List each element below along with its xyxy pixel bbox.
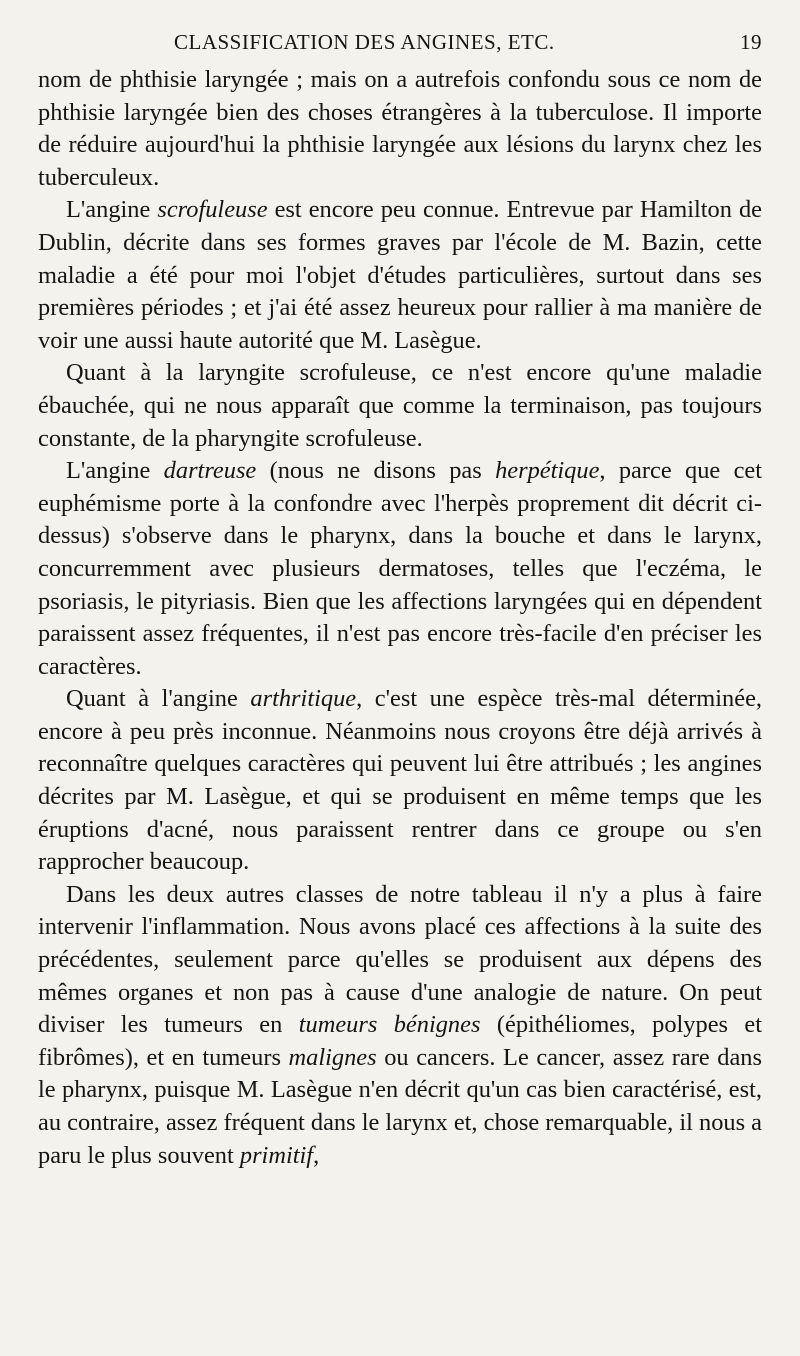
running-head xyxy=(38,30,762,64)
paragraph-laryngite-scrofuleuse xyxy=(38,357,762,455)
text-span: Quant à l'angine xyxy=(66,685,251,713)
text-span: ou cancers. Le cancer, assez rare dans le pharynx, puisque M. Lasègue n'en décrit qu'un cas bien caractérisé, est, au contraire, assez fréquent dans le larynx et, chose remarquable, il nous a paru le plus souvent xyxy=(38,1043,762,1169)
italic-term: tumeurs bénignes xyxy=(298,1011,481,1039)
paragraph-tumeurs xyxy=(38,879,762,1172)
italic-term: malignes xyxy=(288,1043,377,1071)
page-number: 19 xyxy=(740,30,762,54)
text-span: , xyxy=(313,1141,320,1169)
text-span: L'angine xyxy=(66,196,158,224)
paragraph-angine-arthritique xyxy=(38,683,762,879)
italic-term: herpétique xyxy=(495,457,600,485)
paragraph-phthisie xyxy=(38,64,762,194)
text-span: , c'est une espèce très-mal déterminée, encore à peu près inconnue. Néanmoins nous croyons être déjà arrivés à reconnaître quelques caractères qui peuvent lui être attribués ; les angines décrites par M. Lasègue, et qui se produisent en même temps que les éruptions d'acné, nous paraissent rentrer dans ce groupe ou s'en rapprocher beaucoup. xyxy=(38,685,762,876)
paragraph-angine-dartreuse xyxy=(38,455,762,683)
text-span: Dans les deux autres classes de notre tableau il n'y a plus à faire intervenir l'inflammation. Nous avons placé ces affections à la suite des précédentes, seulement parce qu'elles se produisent aux dépens des mêmes organes et non pas à cause d'une analogie de nature. On peut diviser les tumeurs en xyxy=(38,880,762,1039)
text-span: Quant à la laryngite scrofuleuse, ce n'est encore qu'une maladie ébauchée, qui ne nous apparaît que comme la terminaison, pas toujours constante, de la pharyngite scrofuleuse. xyxy=(38,359,762,452)
text-span: est encore peu connue. Entrevue par Hamilton de Dublin, décrite dans ses formes graves par l'école de M. Bazin, cette maladie a été pour moi l'objet d'études particulières, surtout dans ses premières périodes ; et j'ai été assez heureux pour rallier à ma manière de voir une aussi haute autorité que M. Lasègue. xyxy=(38,196,763,354)
italic-term: scrofuleuse xyxy=(157,196,268,224)
running-title: CLASSIFICATION DES ANGINES, ETC. xyxy=(174,30,555,54)
italic-term: primitif xyxy=(239,1141,314,1169)
italic-term: arthritique xyxy=(250,685,357,713)
paragraph-angine-scrofuleuse xyxy=(38,194,762,357)
text-span: (épithéliomes, polypes et fibrômes), et en tumeurs xyxy=(38,1011,763,1071)
body-text xyxy=(38,64,762,1172)
italic-term: dartreuse xyxy=(163,457,257,485)
text-span: , parce que cet euphémisme porte à la confondre avec l'herpès proprement dit décrit ci-dessus) s'observe dans le pharynx, dans la bouche et dans le larynx, concurremment avec plusieurs dermatoses, telles que l'eczéma, le psoriasis, le pityriasis. Bien que les affections laryngées qui en dépendent paraissent assez fréquentes, il n'est pas encore très-facile d'en préciser les caractères. xyxy=(38,457,762,680)
text-span: (nous ne disons pas xyxy=(256,457,496,485)
text-span: nom de phthisie laryngée ; mais on a autrefois confondu sous ce nom de phthisie laryngée bien des choses étrangères à la tuberculose. Il importe de réduire aujourd'hui la phthisie laryngée aux lésions du larynx chez les tuberculeux. xyxy=(38,66,762,191)
text-span: L'angine xyxy=(66,457,164,485)
